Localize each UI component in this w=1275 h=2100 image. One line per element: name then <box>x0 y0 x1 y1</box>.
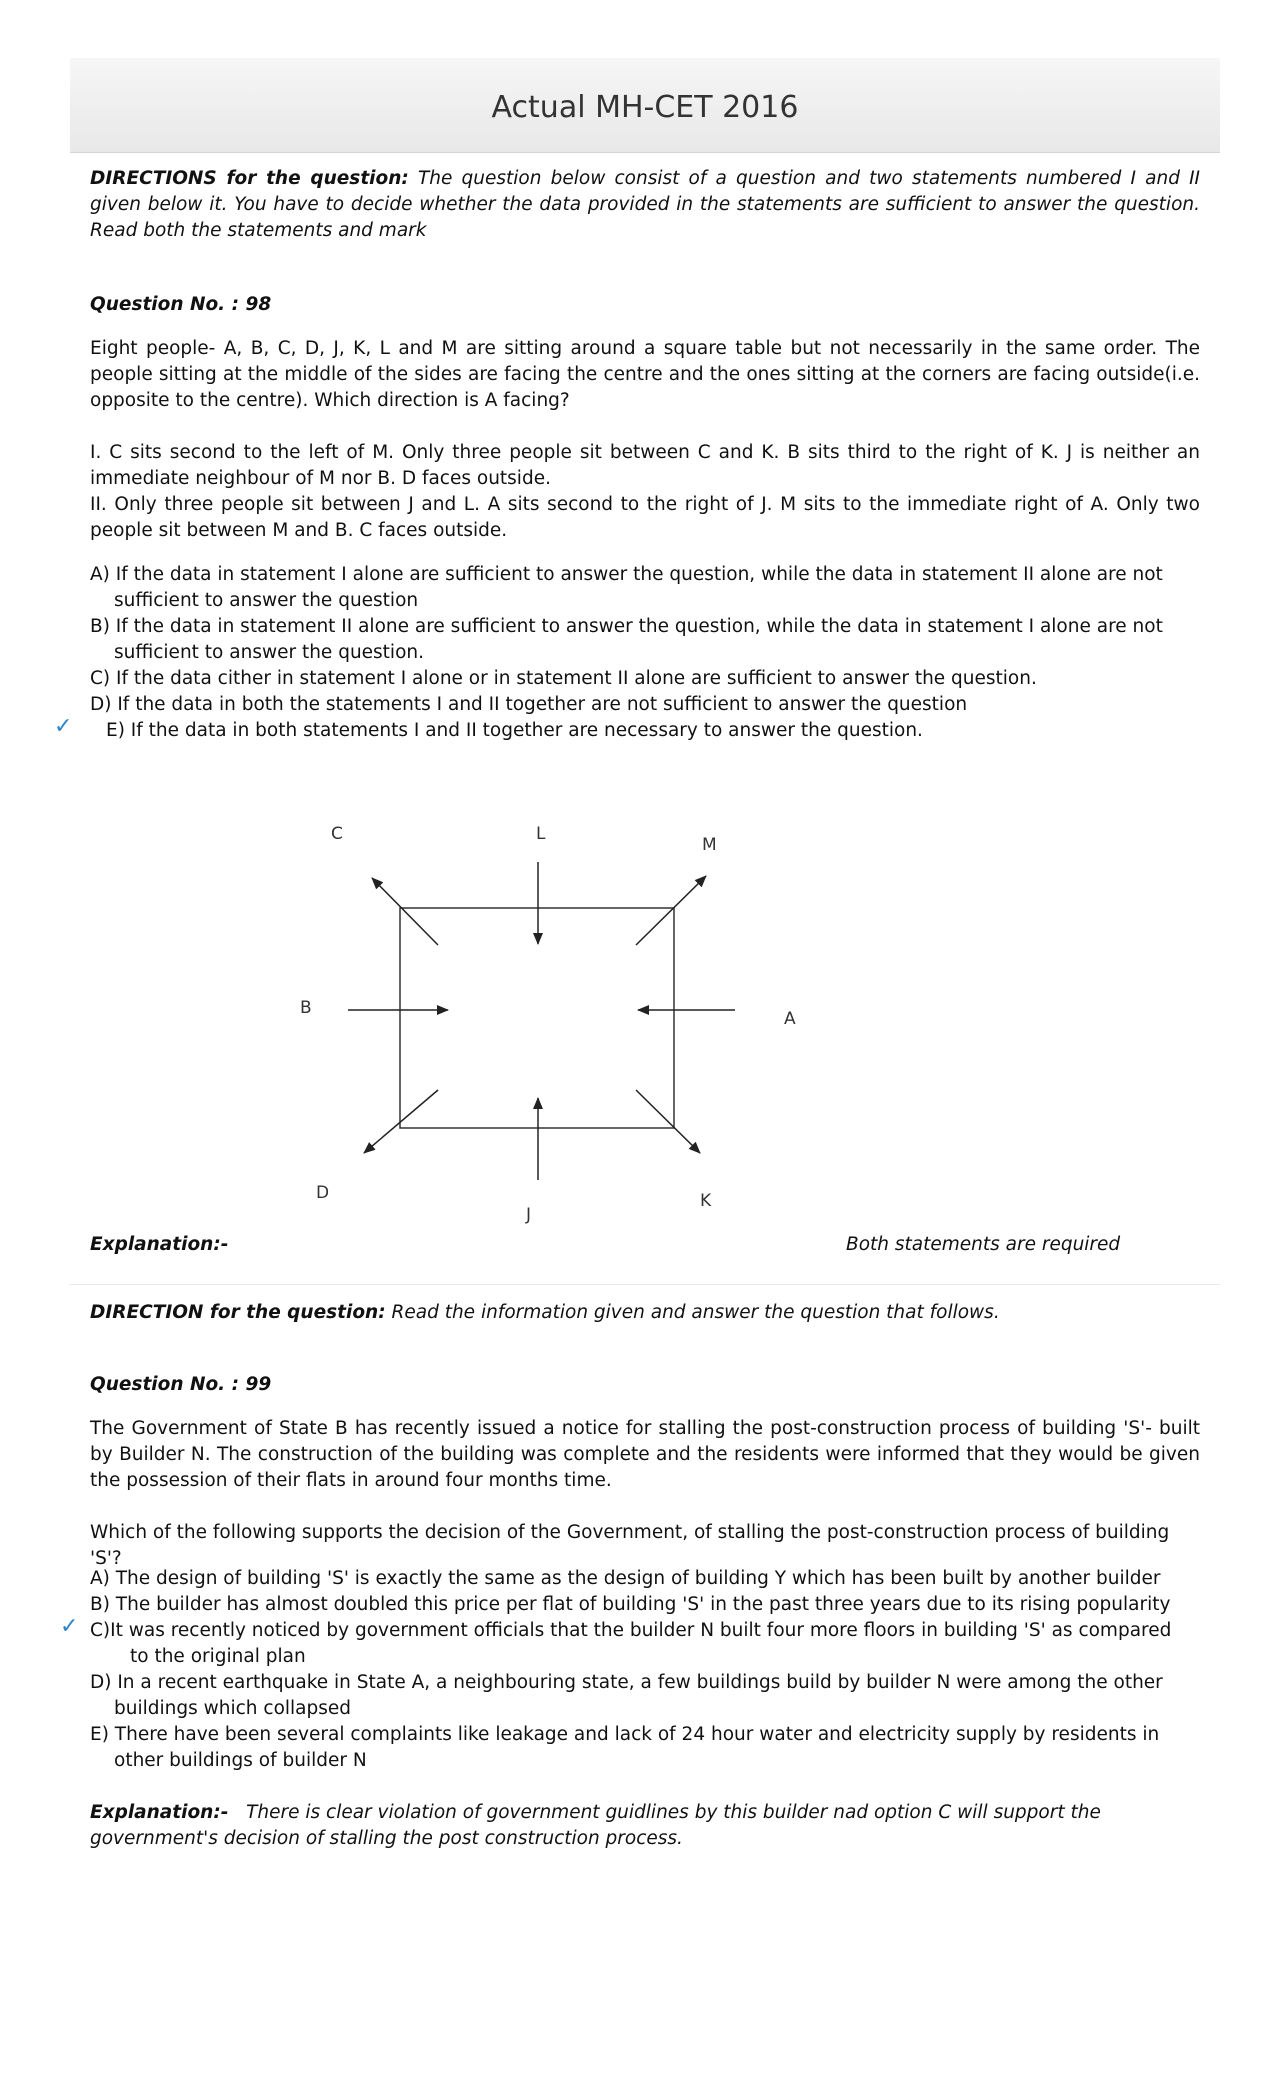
q98-directions-label: DIRECTIONS for the question: <box>90 168 409 189</box>
arrow-k <box>636 1090 700 1153</box>
label-d: D <box>316 1183 330 1203</box>
q99-option-b[interactable]: B) The builder has almost doubled this price per flat of building 'S' in the past three years due to its rising popularity <box>90 1594 1171 1615</box>
page-title: Actual MH-CET 2016 <box>491 90 799 125</box>
q98-stem: Eight people- A, B, C, D, J, K, L and M are sitting around a square table but not necessarily in the same order. The people sitting at the middle of the sides are facing the centre and the ones sitting at the corners are facing outside(i.e. opposite to the centre). Which direction is A facing? <box>90 338 1200 411</box>
q98-option-a[interactable]: A) If the data in statement I alone are sufficient to answer the question, while the data in statement II alone are not sufficient to answer the question <box>90 564 1163 611</box>
label-a: A <box>784 1009 796 1029</box>
q98-option-c[interactable]: C) If the data cither in statement I alone or in statement II alone are sufficient to answer the question. <box>90 668 1037 689</box>
label-b: B <box>300 998 312 1018</box>
q99-direction <box>90 1300 1200 1326</box>
q98-statement-1: I. C sits second to the left of M. Only three people sit between C and K. B sits third to the right of K. J is neither an immediate neighbour of M nor B. D faces outside. <box>90 442 1200 489</box>
arrow-d <box>364 1090 438 1153</box>
q98-option-e-text: E) If the data in both statements I and II together are necessary to answer the question. <box>106 720 923 741</box>
label-k: K <box>700 1191 712 1211</box>
square-table <box>400 908 674 1128</box>
q99-option-c-text: C)It was recently noticed by government officials that the builder N built four more floors in building 'S' as compared to the original plan <box>90 1620 1172 1667</box>
q99-question-number: Question No. : 99 <box>90 1374 272 1395</box>
q98-explanation-text: Both statements are required <box>846 1234 1121 1255</box>
correct-check-icon: ✓ <box>60 1614 79 1639</box>
q99-direction-label: DIRECTION for the question: <box>90 1302 386 1323</box>
q98-explanation-label: Explanation:- <box>90 1234 229 1255</box>
label-m: M <box>702 835 717 855</box>
q99-options <box>60 1566 1180 1774</box>
q99-explanation-label: Explanation:- <box>90 1802 229 1823</box>
q98-option-d[interactable]: D) If the data in both the statements I and II together are not sufficient to answer the question <box>90 694 968 715</box>
q98-statement-2: II. Only three people sit between J and L. A sits second to the right of J. M sits to the immediate right of A. Only two people sit between M and B. C faces outside. <box>90 494 1200 541</box>
label-c: C <box>331 824 343 844</box>
arrow-c <box>372 878 438 945</box>
q98-option-b[interactable]: B) If the data in statement II alone are sufficient to answer the question, while the data in statement I alone are not sufficient to answer the question. <box>90 616 1163 663</box>
q98-option-e[interactable]: ✓ E) If the data in both statements I and II together are necessary to answer the question. <box>54 714 923 741</box>
q98-question-number: Question No. : 98 <box>90 294 272 315</box>
label-l: L <box>536 824 546 844</box>
q99-option-c[interactable] <box>60 1614 1180 1670</box>
q98-explanation <box>90 1232 1200 1258</box>
q98-directions-text: The question below consist of a question and two statements numbered I and II given below it. You have to decide whether the data provided in the statements are sufficient to answer the question. Read both the statements and mark <box>90 168 1201 241</box>
arrow-m <box>636 876 706 945</box>
q99-stem: The Government of State B has recently issued a notice for stalling the post-construction process of building 'S'- built by Builder N. The construction of the building was complete and the residents were informed that they would be given the possession of their flats in around four months time. <box>90 1418 1200 1491</box>
q99-option-d[interactable]: D) In a recent earthquake in State A, a neighbouring state, a few buildings build by builder N were among the other buildings which collapsed <box>90 1672 1163 1719</box>
q99-explanation-text: There is clear violation of government guidlines by this builder nad option C will support the government's decision of stalling the post construction process. <box>90 1802 1101 1849</box>
section-divider <box>70 1284 1220 1285</box>
q99-option-a[interactable]: A) The design of building 'S' is exactly the same as the design of building Y which has been built by another builder <box>90 1568 1161 1589</box>
q99-explanation <box>90 1800 1150 1852</box>
label-j: J <box>526 1205 532 1225</box>
q99-direction-text: Read the information given and answer the question that follows. <box>385 1302 1000 1323</box>
q99-option-e[interactable]: E) There have been several complaints like leakage and lack of 24 hour water and electricity supply by residents in other buildings of builder N <box>90 1724 1160 1771</box>
q99-question: Which of the following supports the decision of the Government, of stalling the post-construction process of building 'S'? <box>90 1522 1170 1569</box>
